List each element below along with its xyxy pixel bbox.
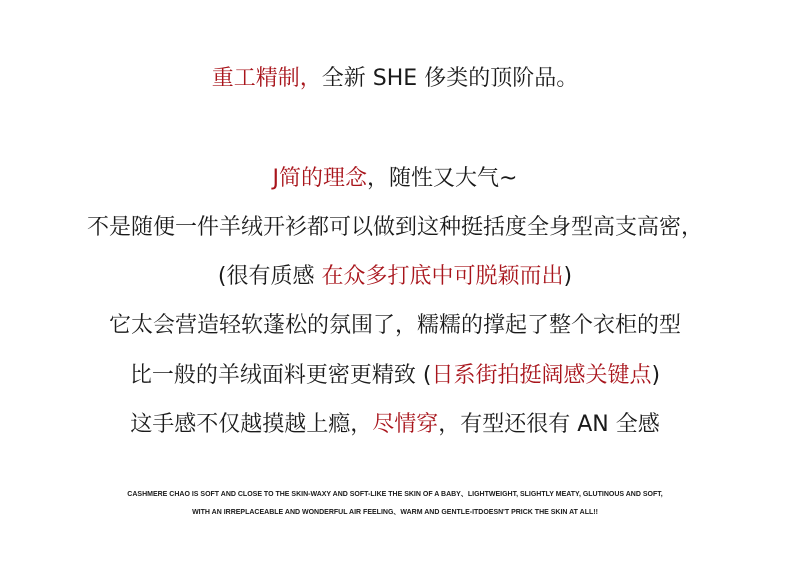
english-caption-line-2: WITH AN IRREPLACEABLE AND WONDERFUL AIR FEELING、WARM AND GENTLE-ITDOESN'T PRICK THE SKIN AT ALL!! — [192, 509, 598, 516]
description-line-4-close: ) — [651, 363, 661, 388]
description-line-2-close: ) — [563, 264, 573, 289]
description-line-5-red-text: 尽情穿 — [372, 412, 439, 437]
description-line-4-text: 比一般的羊绒面料更密更精致 ( — [129, 363, 432, 388]
description-line-2-red-text: 在众多打底中可脱颖而出 — [321, 264, 564, 289]
description-line-5 — [0, 410, 790, 440]
description-line-2-open: (很有质感 — [217, 264, 322, 289]
description-line-1 — [0, 213, 790, 243]
concept-red-text: J简的理念 — [272, 166, 368, 191]
description-line-5-text-a: 这手感不仅越摸越上瘾， — [130, 412, 373, 437]
description-line-4 — [0, 361, 790, 391]
headline-black-text: 全新 SHE 侈类的顶阶品。 — [321, 66, 579, 91]
description-line-1-text: 不是随便一件羊绒开衫都可以做到这种挺括度全身型高支高密， — [86, 215, 703, 240]
description-line-3-text: 它太会营造轻软蓬松的氛围了，糯糯的撑起了整个衣柜的型 — [108, 313, 681, 338]
headline-red-text: 重工精制， — [211, 66, 322, 91]
description-line-4-red-text: 日系街拍挺阔感关键点 — [431, 363, 652, 388]
english-caption-line-1: CASHMERE CHAO IS SOFT AND CLOSE TO THE SKIN-WAXY AND SOFT-LIKE THE SKIN OF A BABY、LIGHTWEIGHT, SLIGHTLY MEATY, GLUTINOUS AND SOFT, — [127, 491, 663, 498]
concept-black-text: ，随性又大气~ — [367, 166, 518, 191]
headline — [0, 64, 790, 94]
description-line-5-text-b: ，有型还很有 AN 全感 — [438, 412, 660, 437]
description-line-2 — [0, 262, 790, 292]
concept-line — [0, 164, 790, 194]
description-line-3 — [0, 311, 790, 341]
